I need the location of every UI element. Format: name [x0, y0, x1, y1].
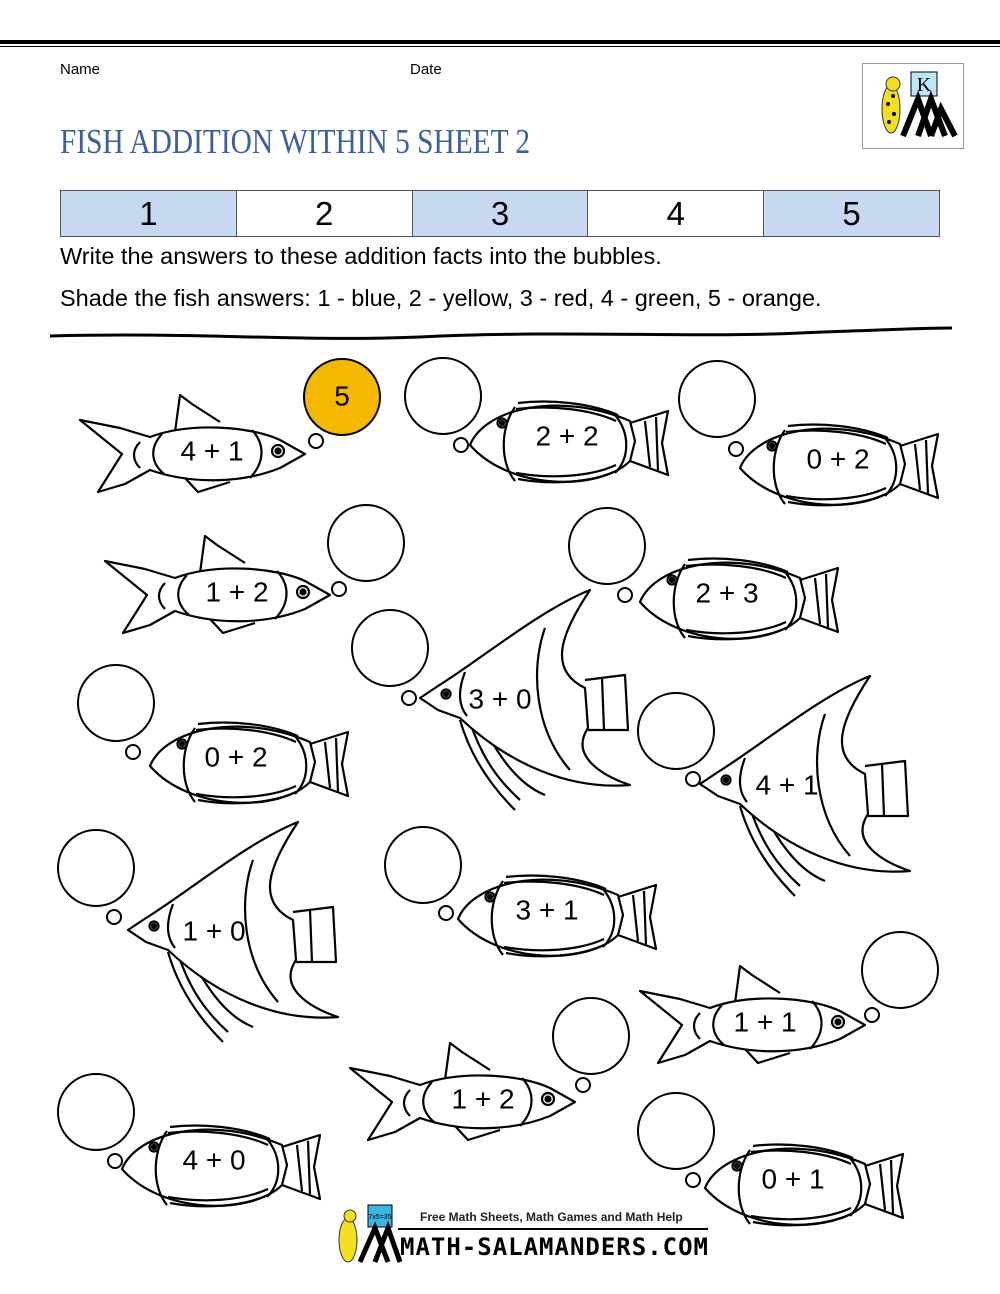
fish-label: 1 + 0 [182, 915, 246, 947]
answer-bubble[interactable] [58, 1074, 134, 1150]
fish-label: 3 + 1 [515, 894, 579, 926]
fish-label: 4 + 1 [180, 435, 244, 467]
page-title: FISH ADDITION WITHIN 5 SHEET 2 [60, 122, 531, 161]
key-cell-4: 4 [588, 191, 764, 236]
key-cell-3: 3 [413, 191, 589, 236]
fish-8 [638, 676, 910, 896]
fish-label: 1 + 2 [451, 1083, 515, 1115]
answer-bubble[interactable] [638, 1093, 714, 1169]
fish-label: 1 + 2 [205, 576, 269, 608]
fish-14 [638, 1093, 903, 1225]
instruction-2: Shade the fish answers: 1 - blue, 2 - yellow, 3 - red, 4 - green, 5 - orange. [60, 285, 822, 311]
date-label: Date [410, 61, 442, 78]
answer-bubble[interactable] [862, 932, 938, 1008]
answer-bubble[interactable] [385, 827, 461, 903]
answer-bubble[interactable] [78, 665, 154, 741]
name-label: Name [60, 61, 101, 78]
fish-11 [640, 932, 938, 1063]
fish-5 [569, 508, 838, 639]
fish-4 [105, 505, 404, 633]
fish-7 [78, 665, 348, 803]
answer-text: 5 [334, 380, 350, 412]
footer-site-name[interactable]: MATH-SALAMANDERS.COM [400, 1233, 709, 1261]
fish-label: 1 + 1 [733, 1006, 797, 1038]
answer-bubble[interactable] [679, 361, 755, 437]
fish-12 [350, 998, 629, 1140]
answer-bubble[interactable] [352, 610, 428, 686]
answer-bubble[interactable] [58, 830, 134, 906]
fish-label: 0 + 1 [761, 1163, 825, 1195]
answer-bubble[interactable] [638, 693, 714, 769]
fish-1 [80, 359, 380, 492]
fish-9 [58, 822, 338, 1042]
key-cell-2: 2 [237, 191, 413, 236]
answer-bubble[interactable] [405, 358, 481, 434]
footer-tagline: Free Math Sheets, Math Games and Math Help [420, 1210, 683, 1224]
fish-label: 2 + 2 [535, 420, 599, 452]
fish-label: 2 + 3 [695, 577, 759, 609]
fish-2 [405, 358, 668, 482]
answer-bubble[interactable] [328, 505, 404, 581]
svg-text:7x5=35: 7x5=35 [368, 1214, 392, 1221]
water-line [50, 328, 952, 338]
answer-bubble[interactable] [569, 508, 645, 584]
key-cell-1: 1 [61, 191, 237, 236]
fish-3 [679, 361, 938, 505]
fish-10 [385, 827, 656, 956]
svg-text:K: K [916, 74, 932, 96]
fish-label: 4 + 0 [182, 1144, 246, 1176]
fish-6 [352, 590, 630, 810]
answer-bubble[interactable] [553, 998, 629, 1074]
instruction-1: Write the answers to these addition facts into the bubbles. [60, 243, 662, 269]
fish-label: 3 + 0 [468, 683, 532, 715]
fish-13 [58, 1074, 320, 1206]
key-cell-5: 5 [764, 191, 939, 236]
fish-label: 4 + 1 [755, 769, 819, 801]
fish-label: 0 + 2 [806, 443, 870, 475]
fish-label: 0 + 2 [204, 741, 268, 773]
